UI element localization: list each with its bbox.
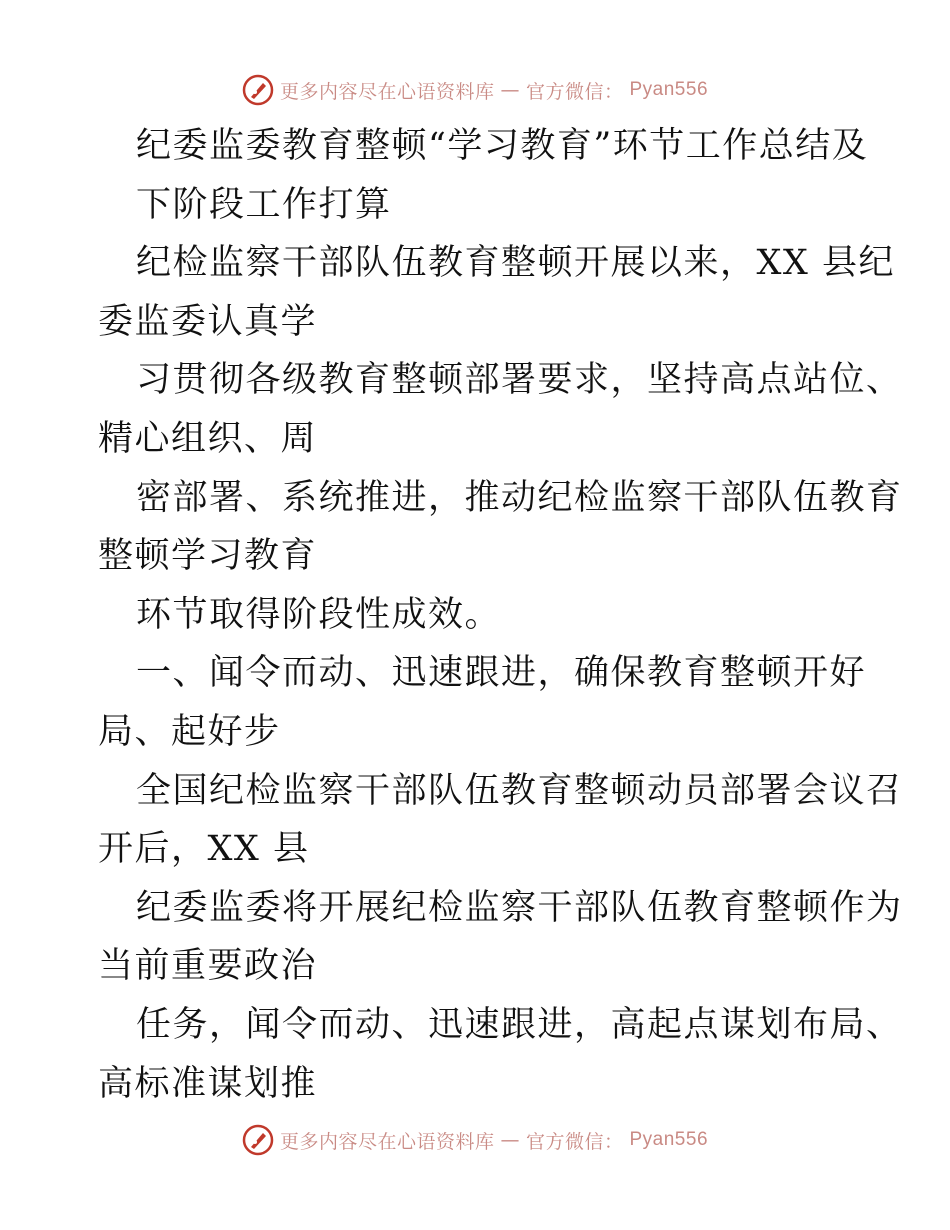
doc-line: 全国纪检监察干部队伍教育整顿动员部署会议召 (136, 770, 903, 811)
quill-logo-icon (242, 74, 274, 106)
doc-line: 委监委认真学 (98, 301, 318, 342)
doc-line: 下阶段工作打算 (136, 184, 392, 225)
watermark-separator: — (500, 79, 520, 101)
doc-line: 一、闻令而动、迅速跟进，确保教育整顿开好 (136, 653, 867, 694)
watermark-footer (0, 1120, 950, 1160)
doc-line: 任务，闻令而动、迅速跟进，高起点谋划布局、 (136, 1004, 903, 1045)
doc-line: 整顿学习教育 (98, 536, 318, 577)
doc-line: 开后，XX 县 (98, 829, 310, 870)
document-body (98, 117, 903, 1113)
watermark-header (0, 70, 950, 110)
doc-line: 习贯彻各级教育整顿部署要求，坚持高点站位、 (136, 360, 903, 401)
doc-line: 密部署、系统推进，推动纪检监察干部队伍教育 (136, 477, 903, 518)
doc-line: 精心组织、周 (98, 418, 318, 459)
watermark-site: 更多内容尽在心语资料库 (279, 80, 495, 103)
watermark-wechat-id: Pyan556 (629, 79, 709, 100)
watermark-contact: 官方微信： (525, 1130, 624, 1153)
doc-line: 纪委监委将开展纪检监察干部队伍教育整顿作为 (136, 887, 903, 928)
doc-line: 高标准谋划推 (98, 1063, 318, 1104)
watermark-site: 更多内容尽在心语资料库 (279, 1130, 495, 1153)
quill-logo-icon (242, 1124, 274, 1156)
doc-line: 环节取得阶段性成效。 (136, 594, 502, 635)
watermark-separator: — (500, 1129, 520, 1151)
doc-line: 局、起好步 (98, 711, 281, 752)
doc-line: 当前重要政治 (98, 946, 318, 987)
doc-line: 纪委监委教育整顿“学习教育”环节工作总结及 (136, 126, 869, 166)
watermark-wechat-id: Pyan556 (629, 1129, 709, 1150)
doc-line: 纪检监察干部队伍教育整顿开展以来，XX 县纪 (136, 243, 895, 284)
watermark-contact: 官方微信： (525, 80, 624, 103)
